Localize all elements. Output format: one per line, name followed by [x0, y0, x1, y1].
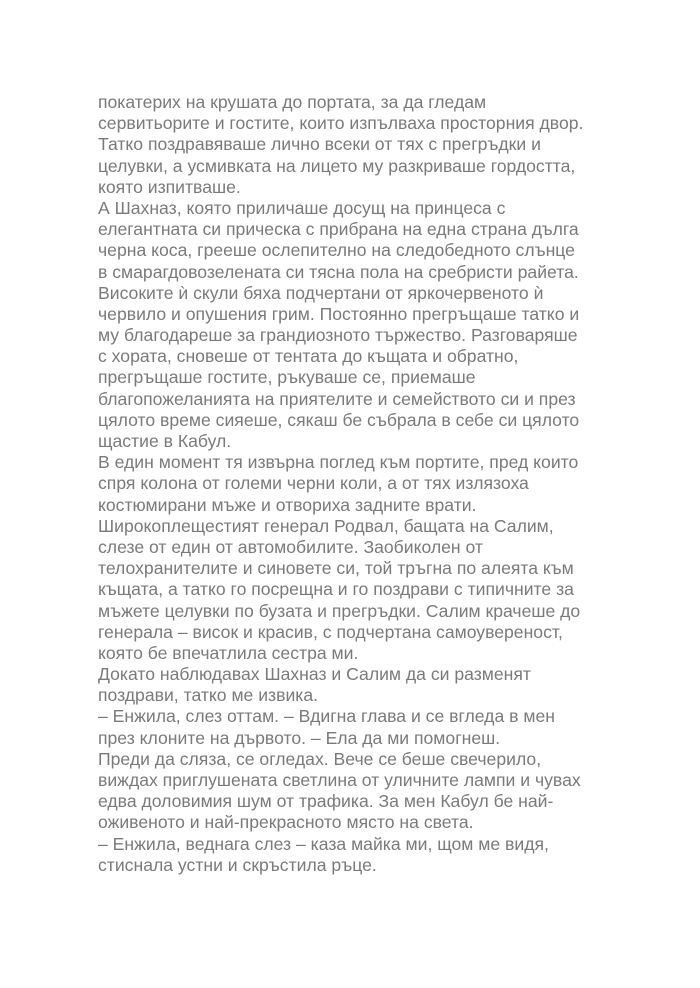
- text-line: А Шахназ, която приличаше досущ на принцеса с: [98, 197, 506, 218]
- text-line: Татко поздравяваше лично всеки от тях с прегръдки и: [98, 134, 541, 155]
- text-line: едва доловимия шум от трафика. За мен Кабул бе най-: [98, 791, 554, 812]
- text-line: Преди да сляза, се огледах. Вече се беше свечерило,: [98, 748, 542, 769]
- text-line: виждах приглушената светлина от уличните лампи и чувах: [98, 770, 581, 790]
- text-line: – Енжила, слез оттам. – Вдигна глава и се вгледа в мен: [98, 706, 555, 727]
- text-line: мъжете целувки по бузата и прегръдки. Салим крачеше до: [98, 600, 581, 621]
- text-line: щастие в Кабул.: [98, 431, 232, 451]
- text-line: с хората, сновеше от тентата до къщата и обратно,: [98, 346, 519, 367]
- text-line: през клоните на дървото. – Ела да ми помогнеш.: [98, 727, 501, 748]
- text-line: прегръщаше гостите, ръкуваше се, приемаше: [98, 367, 476, 388]
- text-line: генерала – висок и красив, с подчертана самоувереност,: [98, 621, 563, 642]
- text-line: покатерих на крушата до портата, за да гледам: [98, 92, 487, 112]
- body-text: [98, 92, 658, 876]
- text-line: костюмирани мъже и отвориха задните врати.: [98, 494, 477, 515]
- text-line: цялото време сияеше, сякаш бе събрала в себе си цялото: [98, 409, 580, 430]
- text-line: В един момент тя извърна поглед към портите, пред които: [98, 452, 579, 473]
- text-line: Високите ѝ скули бяха подчертани от яркочервеното ѝ: [98, 282, 544, 303]
- text-line: сервитьорите и гостите, които изпълваха просторния двор.: [98, 113, 584, 134]
- text-line: къщата, а татко го посрещна и го поздрави с типичните за: [98, 579, 574, 600]
- text-line: слезе от един от автомобилите. Заобиколен от: [98, 536, 483, 557]
- text-line: която бе впечатлила сестра ми.: [98, 642, 359, 663]
- text-line: черна коса, грееше ослепително на следобедното слънце: [98, 240, 575, 261]
- text-line: целувки, а усмивката на лицето му разкриваше гордостта,: [98, 155, 576, 176]
- text-line: в смарагдовозелената си тясна пола на сребристи райета.: [98, 261, 579, 282]
- text-line: червило и опушения грим. Постоянно прегръщаше татко и: [98, 303, 580, 324]
- text-line: стиснала устни и скръстила ръце.: [98, 854, 377, 875]
- text-line: която изпитваше.: [98, 176, 241, 197]
- text-line: поздрави, татко ме извика.: [98, 685, 319, 706]
- text-line: оживеното и най-прекрасното място на света.: [98, 812, 474, 833]
- text-line: благопожеланията на приятелите и семейството си и през: [98, 388, 576, 409]
- text-line: спря колона от големи черни коли, а от тях излязоха: [98, 473, 529, 494]
- text-line: телохранителите и синовете си, той тръгна по алеята към: [98, 558, 574, 579]
- text-line: елегантната си прическа с прибрана на една страна дълга: [98, 219, 579, 240]
- text-line: му благодареше за грандиозното тържество. Разговаряше: [98, 325, 578, 346]
- text-line: Докато наблюдавах Шахназ и Салим да си разменят: [98, 664, 531, 685]
- text-line: Широкоплещестият генерал Родвал, бащата на Салим,: [98, 515, 554, 536]
- text-line: – Енжила, веднага слез – каза майка ми, щом ме видя,: [98, 833, 549, 854]
